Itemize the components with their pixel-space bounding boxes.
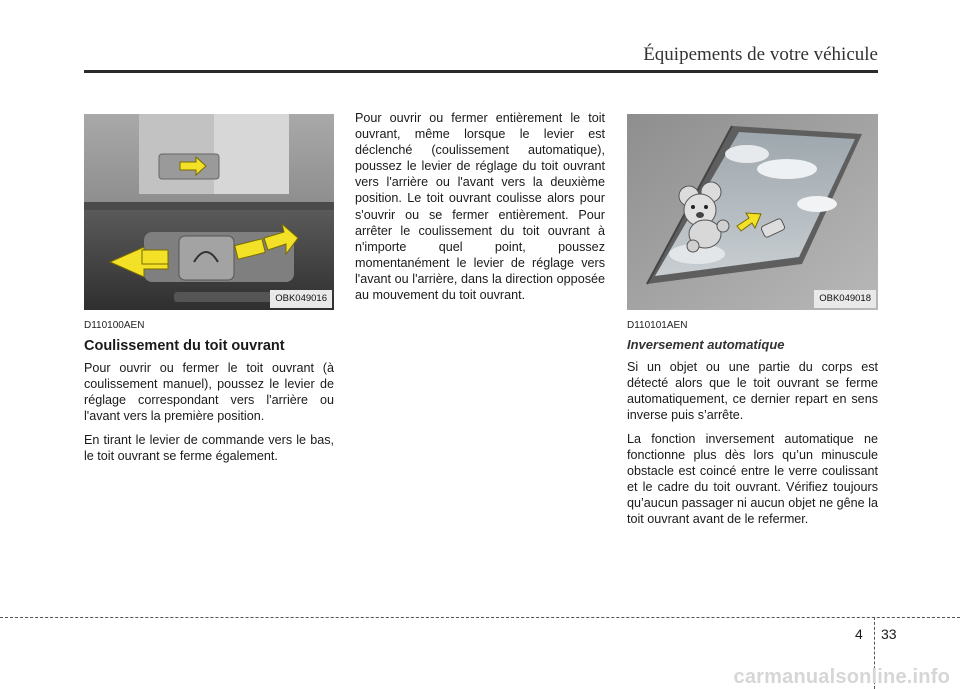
page-header-title: Équipements de votre véhicule (643, 44, 878, 65)
section-subheading: Inversement automatique (627, 337, 785, 353)
paragraph: La fonction inversement automatique ne fonctionne plus dès lors qu’un minuscule obstacle est coincé entre le verre coulissant et le cadre du toit ouvrant. Vérifiez toujours qu’aucun passager ni aucun objet ne gêne la toit ouvrant avant de le refermer. (627, 431, 878, 527)
sunroof-lever-illustration (84, 114, 334, 310)
column-middle (355, 110, 605, 310)
photo-reference: OBK049016 (270, 290, 332, 308)
page-number: 33 (881, 626, 897, 642)
header-rule (84, 70, 878, 73)
photo-reference: OBK049018 (814, 290, 876, 308)
chapter-number: 4 (855, 626, 863, 642)
paragraph: Si un objet ou une partie du corps est détecté alors que le toit ouvrant se ferme automatiquement, ce dernier repart en sens inverse puis s’arrête. (627, 360, 878, 423)
watermark: carmanualsonline.info (733, 666, 950, 688)
section-heading: Coulissement du toit ouvrant (84, 338, 285, 355)
paragraph: En tirant le levier de commande vers le bas, le toit ouvrant se ferme également. (84, 432, 334, 463)
auto-reverse-illustration (627, 114, 878, 310)
column-right (627, 114, 878, 534)
section-code: D110100AEN (84, 320, 145, 331)
footer-rule (0, 617, 960, 618)
paragraph: Pour ouvrir ou fermer le toit ouvrant (à coulissement manuel), poussez le levier de réglage correspondant vers l'arrière ou l'avant vers la première position. (84, 361, 334, 424)
section-code: D110101AEN (627, 320, 688, 331)
paragraph: Pour ouvrir ou fermer entièrement le toit ouvrant, même lorsque le levier est déclenché (coulissement automatique), poussez le levier de réglage du toit ouvrant vers l'arrière ou l'avant vers la deuxième position. Le toit ouvrant coulisse alors pour s'ouvrir ou se fermer entièrement. Pour arrêter le coulissement du toit ouvrant à n'importe quel point, poussez momentanément le levier de réglage vers l'avant ou l'arrière, dans la direction opposée au mouvement du toit ouvrant. (355, 111, 605, 303)
auto-reverse-photo (627, 114, 878, 310)
sunroof-lever-photo (84, 114, 334, 310)
column-left (84, 114, 334, 471)
